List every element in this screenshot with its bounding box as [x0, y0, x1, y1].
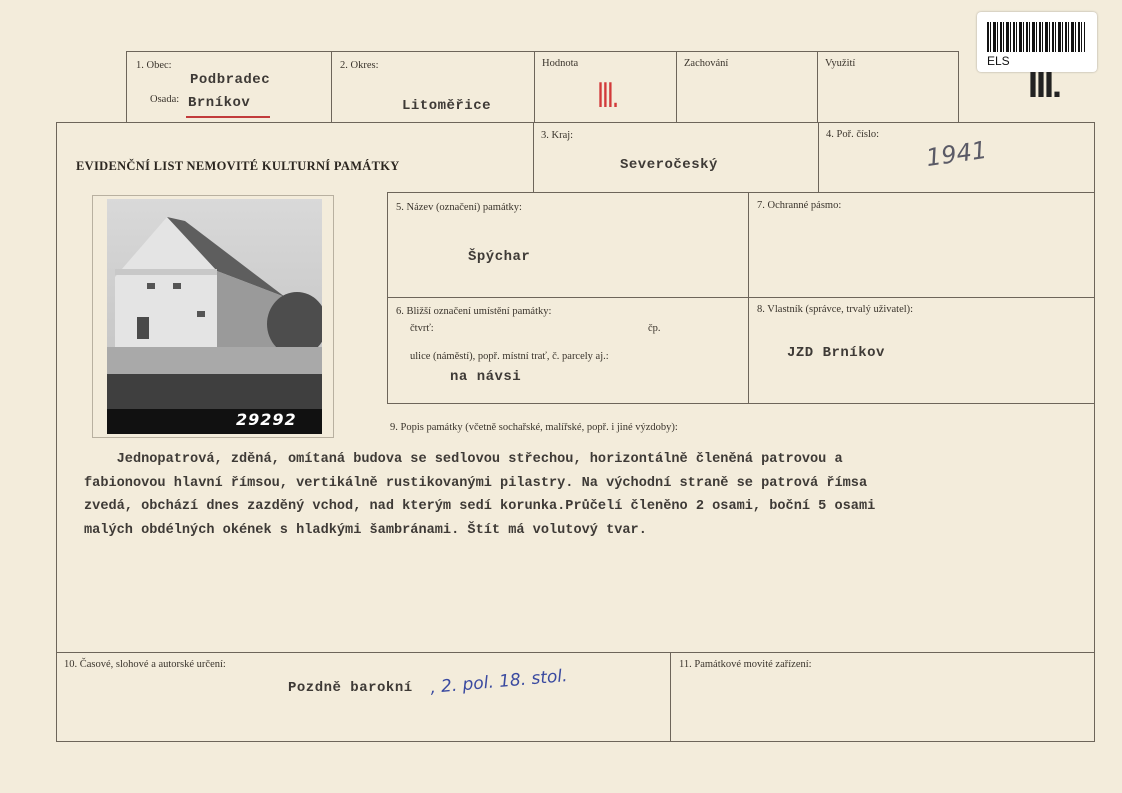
- zarizeni-label: 11. Památkové movité zařízení:: [679, 659, 812, 670]
- barcode-text: ELS: [987, 54, 1010, 68]
- cislo-label: 4. Poř. číslo:: [826, 129, 880, 140]
- popis-line: Jednopatrová, zděná, omítaná budova se sedlovou střechou, horizontálně členěná patrovou a: [84, 452, 843, 467]
- photo-number: 29292: [236, 410, 297, 429]
- popis-line: malých obdélných okének s hladkými šambránami. Štít má volutový tvar.: [84, 522, 647, 538]
- zachovani-label: Zachování: [684, 58, 729, 69]
- popis-label: 9. Popis památky (včetně sochařské, malířské, popř. i jiné výzdoby):: [390, 422, 678, 433]
- hodnota-value: III.: [597, 76, 618, 116]
- ctvrt-label: čtvrť:: [410, 323, 434, 334]
- okres-label: 2. Okres:: [340, 60, 379, 71]
- nazev-value: Špýchar: [468, 249, 531, 265]
- cislo-value: 1941: [924, 135, 989, 173]
- vyuziti-label: Využití: [825, 58, 856, 69]
- urceni-value: Pozdně barokní: [288, 680, 413, 696]
- kraj-value: Severočeský: [620, 157, 718, 173]
- hodnota-label: Hodnota: [542, 58, 579, 69]
- building-photo: [107, 199, 322, 434]
- ulice-value: na návsi: [450, 369, 522, 385]
- cp-label: čp.: [648, 323, 661, 334]
- kraj-label: 3. Kraj:: [541, 130, 574, 141]
- okres-value: Litoměřice: [402, 98, 492, 114]
- form-title: EVIDENČNÍ LIST NEMOVITÉ KULTURNÍ PAMÁTKY: [76, 159, 400, 173]
- osada-label: Osada:: [150, 94, 180, 105]
- osada-underline: [186, 116, 270, 118]
- popis-text: [84, 448, 1074, 542]
- nazev-label: 5. Název (označení) památky:: [396, 202, 522, 213]
- building-photo-image: [107, 199, 322, 434]
- vlastnik-value: JZD Brníkov: [787, 345, 885, 361]
- umisteni-label: 6. Bližší označení umístění památky:: [396, 306, 552, 317]
- obec-label: 1. Obec:: [136, 60, 172, 71]
- popis-line: fabionovou hlavní římsou, vertikálně rustikovanými pilastry. Na východní straně se patrová římsa: [84, 475, 868, 491]
- category-mark: III.: [1028, 64, 1061, 105]
- urceni-handwritten: , 2. pol. 18. stol.: [429, 666, 569, 698]
- barcode-sticker: [977, 12, 1097, 72]
- popis-line: zvedá, obchází dnes zazděný vchod, nad kterým sedí korunka.Průčelí členěno 2 osami, boční 5 osami: [84, 499, 876, 514]
- barcode-icon: [987, 22, 1085, 52]
- obec-value: Podbradec: [190, 72, 271, 88]
- pasmo-label: 7. Ochranné pásmo:: [757, 200, 842, 211]
- urceni-label: 10. Časové, slohové a autorské určení:: [64, 659, 226, 670]
- ulice-label: ulice (náměstí), popř. místní trať, č. parcely aj.:: [410, 351, 609, 362]
- osada-value: Brníkov: [188, 95, 251, 111]
- vlastnik-label: 8. Vlastník (správce, trvalý uživatel):: [757, 304, 914, 315]
